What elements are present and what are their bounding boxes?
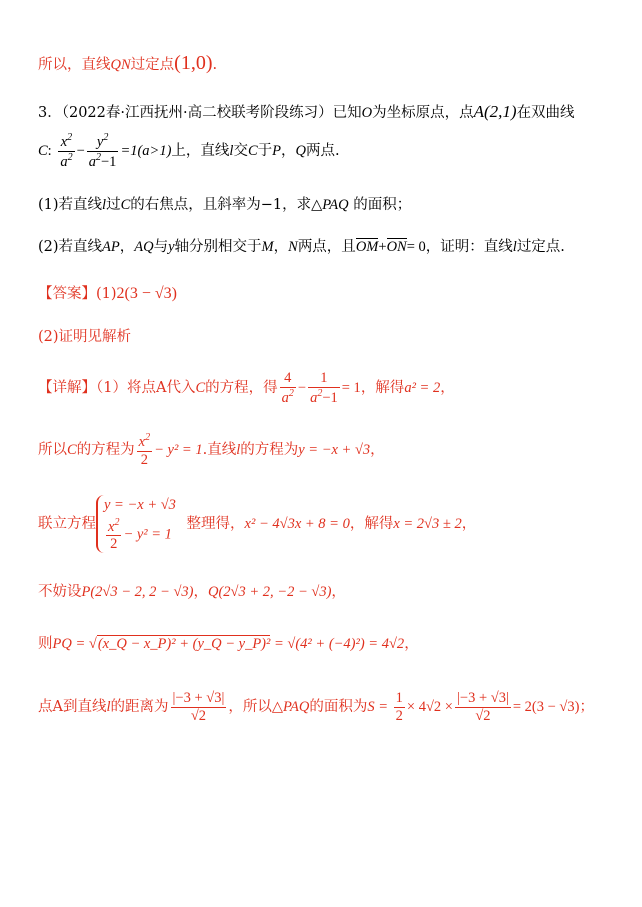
- text: 为坐标原点，点: [372, 105, 474, 121]
- math-s: S =: [367, 699, 392, 716]
- math-p: P: [272, 143, 281, 159]
- frac-y2-a2m1: $\frac{y^2}{a^2-1}$: [88, 132, 117, 170]
- text: − y² = 1: [123, 526, 172, 543]
- text: ；: [579, 699, 594, 716]
- hyperbola-line: C: $\frac{x^2}{a^2}$ − $\frac{y^2}{a^2-1}$ =1(a>1)上，直线l交C于P，Q两点.: [38, 132, 340, 170]
- half-denominator: 2: [395, 707, 403, 724]
- vector-on: ON: [386, 239, 407, 255]
- math-l: l: [512, 239, 517, 255]
- text: (1)若直线: [38, 197, 103, 213]
- text: 的距离为: [110, 699, 169, 716]
- math-triangle: △PAQ: [311, 197, 349, 213]
- detail-line-2: 所以C的方程为 $\frac{x^2}{2}$ − y² = 1.直线l的方程为y = −x + √3，: [38, 432, 385, 468]
- part-2: [38, 235, 565, 256]
- math-qn: QN: [110, 57, 131, 73]
- text: 的方程为: [76, 442, 135, 459]
- text: 过: [106, 197, 121, 213]
- text: ，: [370, 442, 385, 459]
- text: 整理得，: [186, 515, 245, 532]
- text: 联立方程: [38, 515, 96, 532]
- text: ，: [404, 636, 419, 652]
- text: ，: [280, 143, 296, 159]
- math-hyperbola: − y² = 1: [154, 442, 203, 459]
- distance-numerator: |−3 + √3|: [172, 690, 225, 706]
- math-n: N: [288, 239, 298, 255]
- math-q: Q: [295, 143, 306, 159]
- math-aq: AQ: [134, 239, 154, 255]
- text: ，: [461, 515, 477, 532]
- distance-denominator-2: √2: [475, 707, 491, 724]
- vector-om: OM: [355, 239, 379, 255]
- math-c: C: [38, 143, 48, 159]
- text: .直线: [202, 442, 237, 459]
- text: 与: [153, 239, 169, 255]
- text: 交: [233, 143, 248, 159]
- frac-x2-a2: $\frac{x^2}{a^2}$: [60, 132, 73, 170]
- question-intro: [38, 101, 575, 122]
- math-c: C: [247, 143, 258, 159]
- math-distance-radicand: (x_Q − x_P)² + (y_Q − y_P)²: [97, 636, 271, 652]
- text: 则: [38, 636, 53, 652]
- equation-system: [96, 495, 176, 553]
- math-point-a: A(2,1): [473, 102, 517, 121]
- math-l: l: [102, 197, 107, 213]
- text: ，: [273, 239, 289, 255]
- text: (2)证明见解析: [38, 329, 132, 345]
- math-distance-value: = √(4² + (−4)²) = 4√2: [270, 636, 405, 652]
- text: (2)若直线: [38, 239, 103, 255]
- math-zero-vector: = 0: [406, 239, 426, 255]
- math-c: C: [67, 442, 77, 459]
- math-roots: x = 2√3 ± 2: [393, 515, 462, 532]
- answer-label: 【答案】: [38, 286, 96, 302]
- text: 两点，且: [297, 239, 356, 255]
- math-plus: +: [378, 239, 387, 255]
- text: 的面积；: [353, 197, 412, 213]
- text: (1): [96, 286, 117, 302]
- text: 的右焦点，且斜率为−1，求: [130, 197, 312, 213]
- text: .: [212, 57, 218, 73]
- question-source: （2022春·江西抚州·高二校联考阶段练习）已知: [61, 105, 362, 121]
- system-eq-1: y = −x + √3: [104, 497, 176, 513]
- conclusion-line: [38, 52, 217, 75]
- text: 轴分别相交于: [174, 239, 262, 255]
- math-l: l: [236, 442, 241, 459]
- math-c: C: [195, 380, 206, 397]
- text: ，: [331, 584, 346, 600]
- distance-denominator: √2: [190, 707, 207, 724]
- text: ，: [193, 584, 208, 600]
- system-eq-2: $\frac{x^2}{2}$ − y² = 1: [108, 516, 172, 553]
- text: 的面积为: [309, 699, 368, 716]
- math-y: y: [168, 239, 175, 255]
- text: ，所以: [228, 699, 272, 716]
- math-result: a² = 2: [404, 380, 441, 397]
- math-condition: =1(a>1): [120, 143, 172, 159]
- math-o: O: [361, 105, 373, 121]
- half-numerator: 1: [395, 690, 403, 706]
- math-mul: × 4√2 ×: [406, 699, 453, 716]
- text: 所以，直线: [38, 57, 111, 73]
- text: ，: [440, 380, 455, 397]
- text: 两点.: [305, 143, 340, 159]
- part-1: [38, 193, 411, 214]
- text: 的方程为: [240, 442, 299, 459]
- text: 不妨设: [38, 584, 82, 600]
- math-ap: AP: [102, 239, 120, 255]
- math-point-q: Q(2√3 + 2, −2 − √3): [208, 584, 332, 600]
- text: 于: [257, 143, 273, 159]
- text: （1）将点A代入: [96, 380, 196, 397]
- math-c: C: [120, 197, 131, 213]
- detail-line-4: [38, 580, 346, 601]
- text: 所以: [38, 442, 67, 459]
- answer-line: [38, 282, 177, 303]
- text: 在双曲线: [516, 105, 575, 121]
- detail-line-5: 则PQ = √(x_Q − x_P)² + (y_Q − y_P)² = √(4² + (−4)²) = 4√2，: [38, 636, 419, 652]
- math-point-p: P(2√3 − 2, 2 − √3): [81, 584, 194, 600]
- text: 的方程，得: [205, 380, 278, 397]
- text: ，解得: [349, 515, 394, 532]
- math-triangle: △PAQ: [271, 699, 310, 716]
- math-point: (1,0): [174, 52, 213, 74]
- answer-value: 2(3 − √3): [116, 285, 178, 302]
- detail-label: 【详解】: [38, 380, 96, 397]
- detail-line-6: [38, 690, 594, 724]
- math-area-result: = 2(3 − √3): [512, 699, 580, 716]
- math-eq: = 1: [341, 380, 361, 397]
- math-l: l: [229, 143, 234, 159]
- text: ，证明：直线: [425, 239, 513, 255]
- text: ，解得: [360, 380, 405, 397]
- math-l: l: [106, 699, 111, 716]
- math-line-eq: y = −x + √3: [298, 442, 371, 459]
- detail-line-1: 【详解】（1）将点A代入C的方程，得 $\frac{4}{a^2}$ − $\frac{1}{a^2-1}$ = 1，解得a² = 2，: [38, 370, 455, 406]
- text: 过定点.: [516, 239, 565, 255]
- text: ，: [119, 239, 135, 255]
- text: 上，直线: [171, 143, 230, 159]
- text: 过定点: [130, 57, 175, 73]
- question-number: 3．: [38, 105, 62, 121]
- math-pq: PQ =: [52, 636, 89, 652]
- math-m: M: [261, 239, 274, 255]
- math-quadratic: x² − 4√3x + 8 = 0: [244, 515, 350, 532]
- detail-line-3: [38, 495, 476, 553]
- answer-part-2: [38, 325, 131, 346]
- text: 点A到直线: [38, 699, 107, 716]
- distance-numerator-2: |−3 + √3|: [456, 690, 509, 706]
